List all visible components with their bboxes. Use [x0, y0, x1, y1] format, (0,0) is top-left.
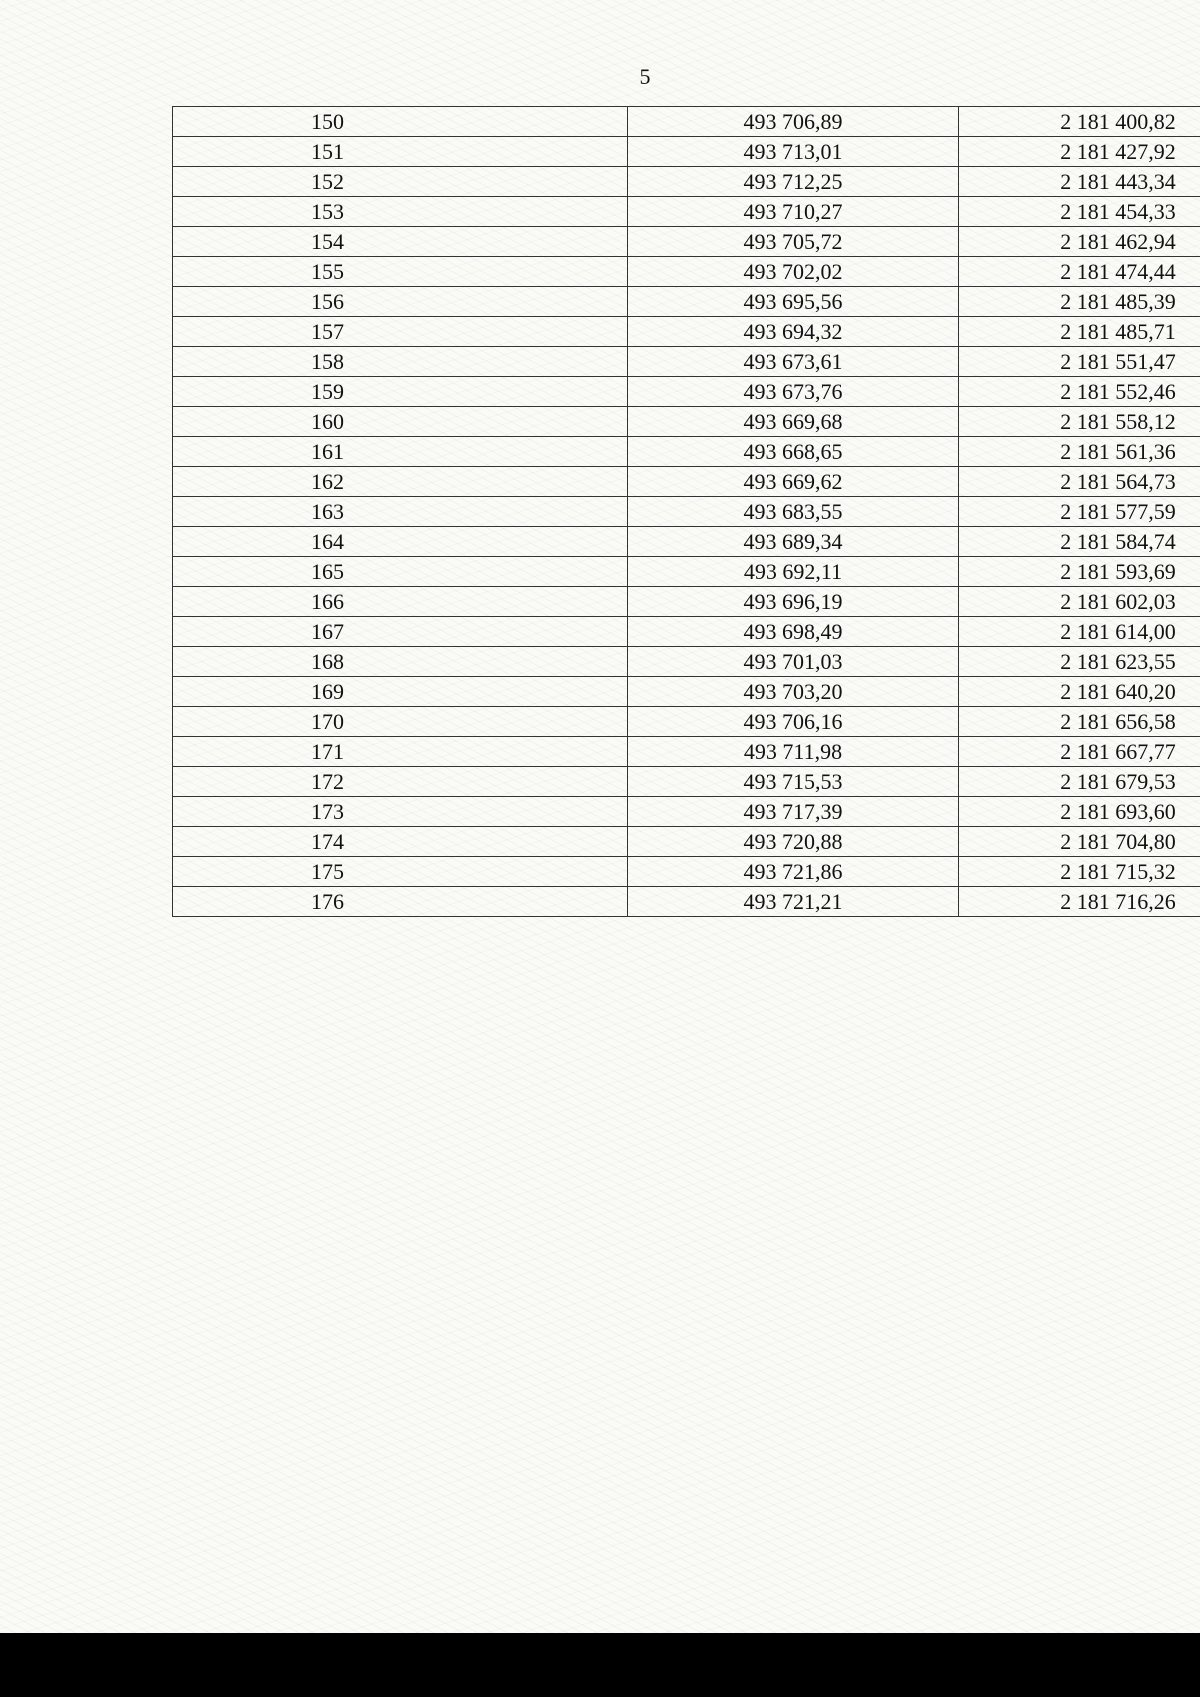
- x-coordinate-cell: 493 695,56: [628, 287, 959, 317]
- x-coordinate-cell: 493 703,20: [628, 677, 959, 707]
- point-number-cell: 151: [173, 137, 628, 167]
- point-number-cell: 173: [173, 797, 628, 827]
- x-coordinate-cell: 493 694,32: [628, 317, 959, 347]
- y-coordinate-cell: 2 181 623,55: [959, 647, 1200, 677]
- table-row: [173, 257, 1200, 287]
- y-coordinate-cell: 2 181 640,20: [959, 677, 1200, 707]
- point-number-cell: 152: [173, 167, 628, 197]
- table-row: [173, 797, 1200, 827]
- table-row: [173, 137, 1200, 167]
- y-coordinate-cell: 2 181 693,60: [959, 797, 1200, 827]
- y-coordinate-cell: 2 181 558,12: [959, 407, 1200, 437]
- y-coordinate-cell: 2 181 561,36: [959, 437, 1200, 467]
- y-coordinate-cell: 2 181 454,33: [959, 197, 1200, 227]
- point-number-cell: 161: [173, 437, 628, 467]
- table-row: [173, 287, 1200, 317]
- y-coordinate-cell: 2 181 715,32: [959, 857, 1200, 887]
- table-row: [173, 707, 1200, 737]
- x-coordinate-cell: 493 721,21: [628, 887, 959, 917]
- y-coordinate-cell: 2 181 400,82: [959, 107, 1200, 137]
- x-coordinate-cell: 493 702,02: [628, 257, 959, 287]
- x-coordinate-cell: 493 705,72: [628, 227, 959, 257]
- table-row: [173, 587, 1200, 617]
- x-coordinate-cell: 493 692,11: [628, 557, 959, 587]
- point-number-cell: 150: [173, 107, 628, 137]
- table-row: [173, 227, 1200, 257]
- x-coordinate-cell: 493 721,86: [628, 857, 959, 887]
- coordinates-table-body: [173, 107, 1200, 917]
- y-coordinate-cell: 2 181 427,92: [959, 137, 1200, 167]
- x-coordinate-cell: 493 669,68: [628, 407, 959, 437]
- point-number-cell: 170: [173, 707, 628, 737]
- point-number-cell: 162: [173, 467, 628, 497]
- y-coordinate-cell: 2 181 462,94: [959, 227, 1200, 257]
- point-number-cell: 156: [173, 287, 628, 317]
- page-number: 5: [639, 64, 651, 89]
- point-number-cell: 172: [173, 767, 628, 797]
- x-coordinate-cell: 493 683,55: [628, 497, 959, 527]
- y-coordinate-cell: 2 181 704,80: [959, 827, 1200, 857]
- point-number-cell: 175: [173, 857, 628, 887]
- scan-bottom-border: [0, 1633, 1200, 1697]
- point-number-cell: 166: [173, 587, 628, 617]
- y-coordinate-cell: 2 181 577,59: [959, 497, 1200, 527]
- x-coordinate-cell: 493 668,65: [628, 437, 959, 467]
- y-coordinate-cell: 2 181 551,47: [959, 347, 1200, 377]
- table-row: [173, 527, 1200, 557]
- y-coordinate-cell: 2 181 474,44: [959, 257, 1200, 287]
- x-coordinate-cell: 493 696,19: [628, 587, 959, 617]
- x-coordinate-cell: 493 673,76: [628, 377, 959, 407]
- y-coordinate-cell: 2 181 584,74: [959, 527, 1200, 557]
- table-row: [173, 377, 1200, 407]
- point-number-cell: 155: [173, 257, 628, 287]
- x-coordinate-cell: 493 706,16: [628, 707, 959, 737]
- x-coordinate-cell: 493 698,49: [628, 617, 959, 647]
- x-coordinate-cell: 493 712,25: [628, 167, 959, 197]
- table-row: [173, 467, 1200, 497]
- point-number-cell: 160: [173, 407, 628, 437]
- y-coordinate-cell: 2 181 593,69: [959, 557, 1200, 587]
- coordinates-table: [172, 106, 1200, 917]
- table-row: [173, 107, 1200, 137]
- y-coordinate-cell: 2 181 602,03: [959, 587, 1200, 617]
- point-number-cell: 153: [173, 197, 628, 227]
- y-coordinate-cell: 2 181 552,46: [959, 377, 1200, 407]
- point-number-cell: 158: [173, 347, 628, 377]
- y-coordinate-cell: 2 181 667,77: [959, 737, 1200, 767]
- x-coordinate-cell: 493 701,03: [628, 647, 959, 677]
- x-coordinate-cell: 493 717,39: [628, 797, 959, 827]
- y-coordinate-cell: 2 181 679,53: [959, 767, 1200, 797]
- y-coordinate-cell: 2 181 656,58: [959, 707, 1200, 737]
- table-row: [173, 197, 1200, 227]
- x-coordinate-cell: 493 710,27: [628, 197, 959, 227]
- y-coordinate-cell: 2 181 485,39: [959, 287, 1200, 317]
- table-row: [173, 347, 1200, 377]
- x-coordinate-cell: 493 713,01: [628, 137, 959, 167]
- point-number-cell: 176: [173, 887, 628, 917]
- x-coordinate-cell: 493 673,61: [628, 347, 959, 377]
- y-coordinate-cell: 2 181 485,71: [959, 317, 1200, 347]
- table-row: [173, 617, 1200, 647]
- x-coordinate-cell: 493 715,53: [628, 767, 959, 797]
- y-coordinate-cell: 2 181 716,26: [959, 887, 1200, 917]
- point-number-cell: 167: [173, 617, 628, 647]
- x-coordinate-cell: 493 711,98: [628, 737, 959, 767]
- point-number-cell: 171: [173, 737, 628, 767]
- table-row: [173, 167, 1200, 197]
- table-row: [173, 677, 1200, 707]
- y-coordinate-cell: 2 181 443,34: [959, 167, 1200, 197]
- point-number-cell: 165: [173, 557, 628, 587]
- table-row: [173, 647, 1200, 677]
- table-row: [173, 887, 1200, 917]
- table-row: [173, 767, 1200, 797]
- table-row: [173, 497, 1200, 527]
- table-row: [173, 437, 1200, 467]
- table-row: [173, 317, 1200, 347]
- table-row: [173, 857, 1200, 887]
- point-number-cell: 157: [173, 317, 628, 347]
- table-row: [173, 407, 1200, 437]
- x-coordinate-cell: 493 689,34: [628, 527, 959, 557]
- y-coordinate-cell: 2 181 614,00: [959, 617, 1200, 647]
- point-number-cell: 164: [173, 527, 628, 557]
- x-coordinate-cell: 493 706,89: [628, 107, 959, 137]
- y-coordinate-cell: 2 181 564,73: [959, 467, 1200, 497]
- x-coordinate-cell: 493 669,62: [628, 467, 959, 497]
- table-row: [173, 557, 1200, 587]
- point-number-cell: 169: [173, 677, 628, 707]
- point-number-cell: 163: [173, 497, 628, 527]
- point-number-cell: 174: [173, 827, 628, 857]
- point-number-cell: 168: [173, 647, 628, 677]
- table-row: [173, 737, 1200, 767]
- point-number-cell: 159: [173, 377, 628, 407]
- point-number-cell: 154: [173, 227, 628, 257]
- x-coordinate-cell: 493 720,88: [628, 827, 959, 857]
- table-row: [173, 827, 1200, 857]
